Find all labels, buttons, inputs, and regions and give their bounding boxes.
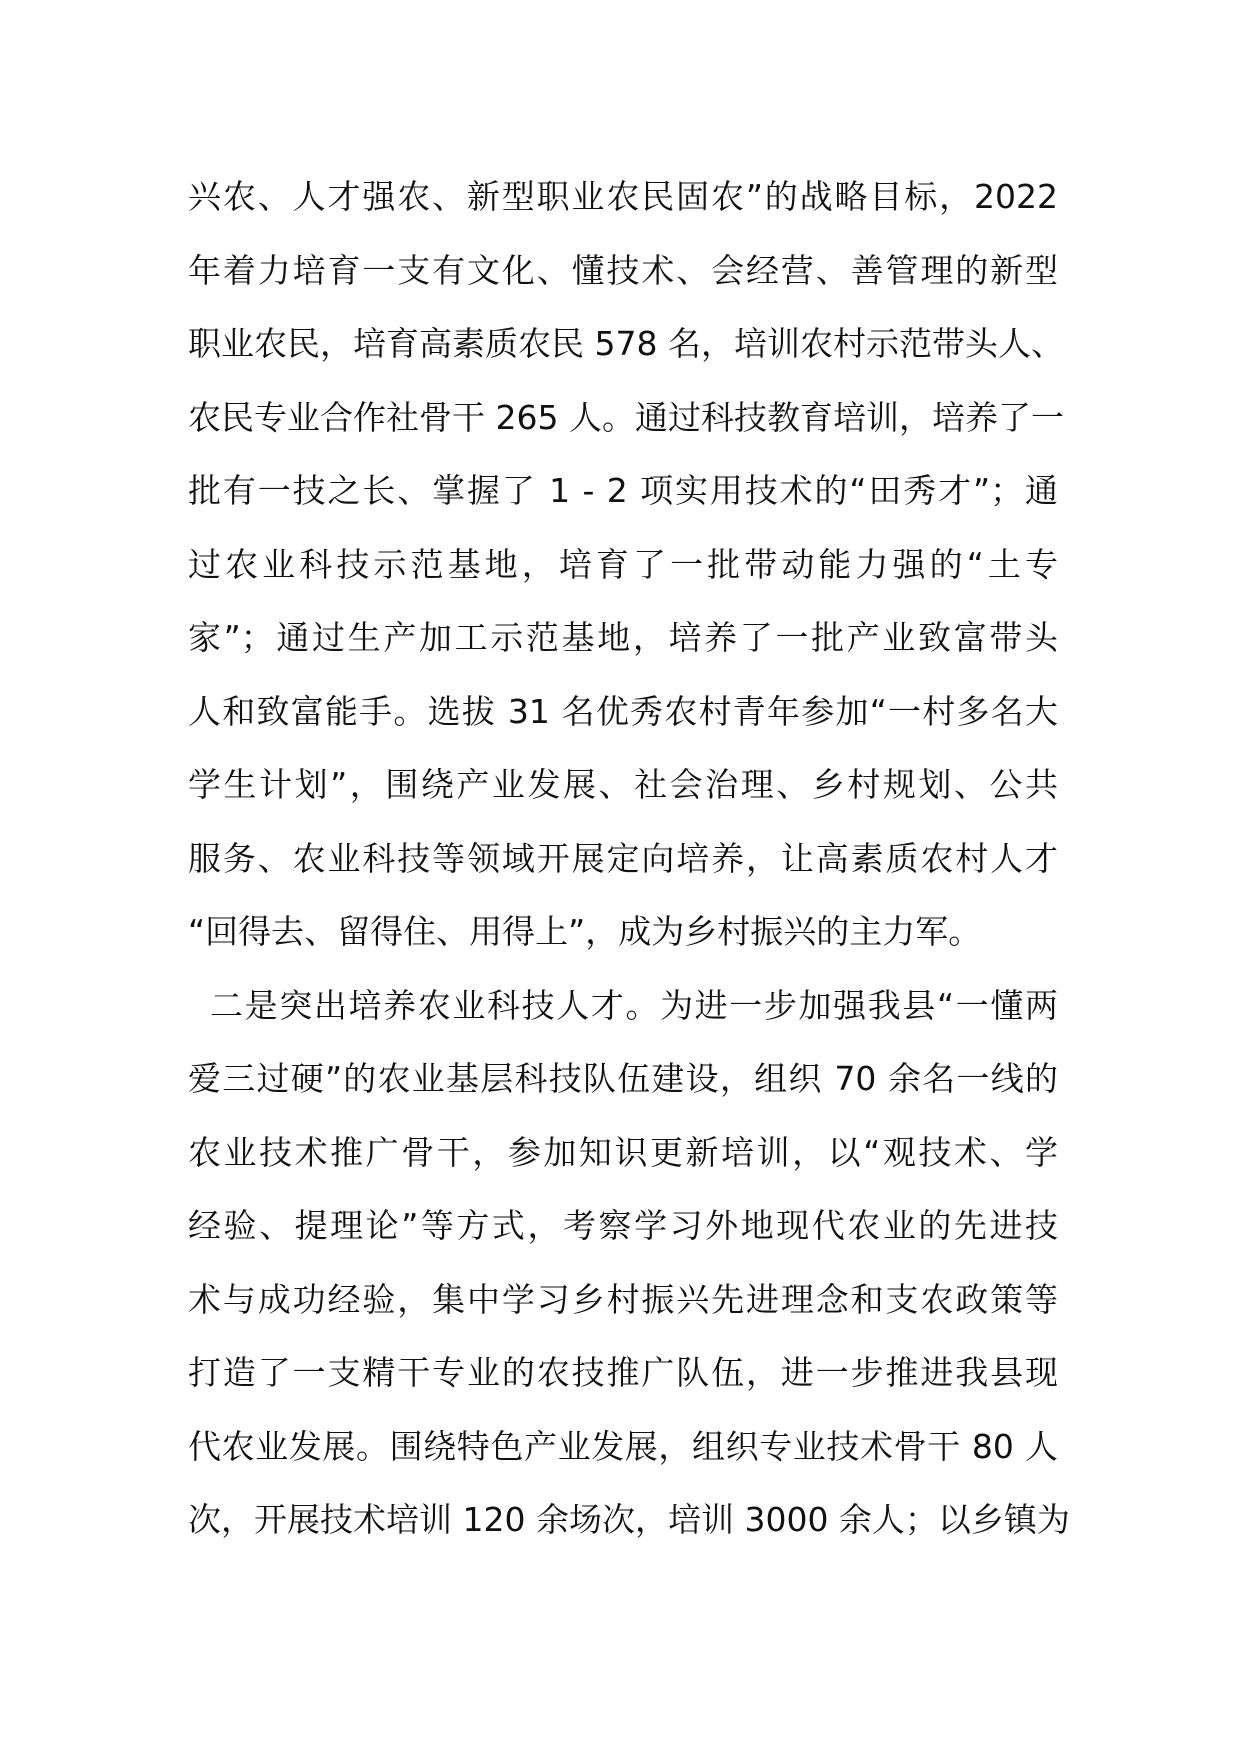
paragraph-1-line-10: 服务、农业科技等领域开展定向培养，让高素质农村人才 <box>188 838 1058 878</box>
paragraph-1-line-11: “回得去、留得住、用得上”，成为乡村振兴的主力军。 <box>188 912 982 951</box>
paragraph-2-line-7: 代农业发展。围绕特色产业发展，组织专业技术骨干 80 人 <box>188 1426 1058 1466</box>
paragraph-1-line-1: 兴农、人才强农、新型职业农民固农”的战略目标，2022 <box>188 177 1058 216</box>
paragraph-1-line-7: 家”；通过生产加工示范基地，培养了一批产业致富带头 <box>188 618 1058 657</box>
paragraph-1-line-5: 批有一技之长、掌握了 1 - 2 项实用技术的“田秀才”；通 <box>188 471 1058 510</box>
paragraph-2-line-5: 术与成功经验，集中学习乡村振兴先进理念和支农政策等 <box>188 1279 1058 1319</box>
paragraph-1-line-3: 职业农民，培育高素质农民 578 名，培训农村示范带头人、 <box>188 324 1064 363</box>
paragraph-1-line-4: 农民专业合作社骨干 265 人。通过科技教育培训，培养了一 <box>188 397 1064 437</box>
paragraph-1-line-6: 过农业科技示范基地，培育了一批带动能力强的“土专 <box>188 544 1058 584</box>
document-body <box>188 160 1070 1557</box>
paragraph-2-line-1: 二是突出培养农业科技人才。为进一步加强我县“一懂两 <box>210 985 1058 1025</box>
paragraph-1-line-9: 学生计划”，围绕产业发展、社会治理、乡村规划、公共 <box>188 765 1058 804</box>
paragraph-2-line-3: 农业技术推广骨干，参加知识更新培训，以“观技术、学 <box>188 1132 1058 1172</box>
paragraph-1-line-8: 人和致富能手。选拔 31 名优秀农村青年参加“一村多名大 <box>188 691 1058 731</box>
paragraph-1-line-2: 年着力培育一支有文化、懂技术、会经营、善管理的新型 <box>188 250 1058 290</box>
paragraph-2-line-6: 打造了一支精干专业的农技推广队伍，进一步推进我县现 <box>188 1353 1058 1392</box>
paragraph-2-line-4: 经验、提理论”等方式，考察学习外地现代农业的先进技 <box>188 1206 1058 1245</box>
paragraph-2-line-2: 爱三过硬”的农业基层科技队伍建设，组织 70 余名一线的 <box>188 1059 1058 1098</box>
paragraph-2-line-8: 次，开展技术培训 120 余场次，培训 3000 余人；以乡镇为 <box>188 1500 1070 1539</box>
